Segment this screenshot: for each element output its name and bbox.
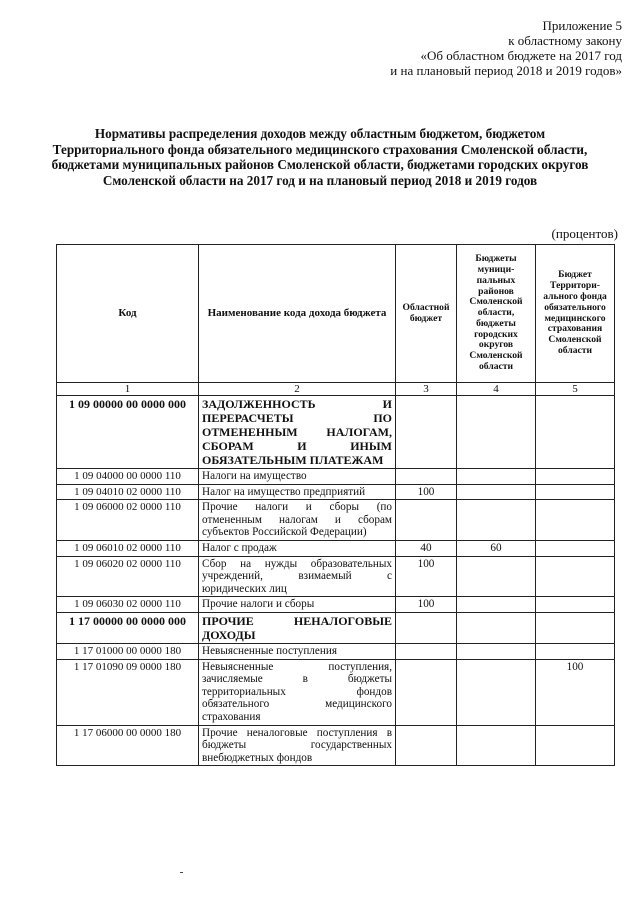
- row-code: 1 09 06000 02 0000 110: [57, 500, 199, 541]
- row-name: Налоги на имущество: [199, 469, 396, 485]
- row-regional: [396, 643, 457, 659]
- column-number: 1: [57, 383, 199, 396]
- row-code: 1 09 06010 02 0000 110: [57, 540, 199, 556]
- column-number: 2: [199, 383, 396, 396]
- row-code: 1 17 01000 00 0000 180: [57, 643, 199, 659]
- column-number: 3: [396, 383, 457, 396]
- row-name: Сбор на нужды образовательных учреждений, взимаемый с юридических лиц: [199, 556, 396, 597]
- appendix-line-4: и на плановый период 2018 и 2019 годов»: [390, 63, 622, 78]
- row-fund: [536, 484, 615, 500]
- table-row: [57, 469, 615, 485]
- row-name: Прочие налоги и сборы: [199, 597, 396, 613]
- column-number: 4: [457, 383, 536, 396]
- row-name: Невыясненные поступления: [199, 643, 396, 659]
- header-code: Код: [57, 245, 199, 383]
- row-code: 1 09 00000 00 0000 000: [57, 396, 199, 469]
- row-code: 1 09 04010 02 0000 110: [57, 484, 199, 500]
- table-row: [57, 556, 615, 597]
- row-municipal: [457, 659, 536, 725]
- row-fund: [536, 556, 615, 597]
- row-municipal: [457, 643, 536, 659]
- appendix-line-2: к областному закону: [508, 33, 622, 48]
- row-fund: [536, 643, 615, 659]
- header-regional: Областной бюджет: [396, 245, 457, 383]
- table-row: [57, 597, 615, 613]
- row-fund: [536, 725, 615, 766]
- row-code: 1 09 04000 00 0000 110: [57, 469, 199, 485]
- document-title: Нормативы распределения доходов между областным бюджетом, бюджетом Территориального фонда обязательного медицинского страхования Смоленской области, бюджетами муниципальных районов Смоленской области, бюджетами городских округов Смоленской области на 2017 год и на плановый период 2018 и 2019 годов: [51, 126, 589, 188]
- header-fund: Бюджет Территори-ального фонда обязательного медицинского страхования Смоленской области: [536, 245, 615, 383]
- row-fund: [536, 612, 615, 643]
- table-row: [57, 643, 615, 659]
- scan-speck: [180, 872, 183, 873]
- appendix-line-3: «Об областном бюджете на 2017 год: [420, 48, 622, 63]
- row-name: ЗАДОЛЖЕННОСТЬ И ПЕРЕРАСЧЕТЫ ПО ОТМЕНЕННЫМ НАЛОГАМ, СБОРАМ И ИНЫМ ОБЯЗАТЕЛЬНЫМ ПЛАТЕЖАМ: [199, 396, 396, 469]
- row-municipal: [457, 500, 536, 541]
- row-fund: [536, 540, 615, 556]
- header-name: Наименование кода дохода бюджета: [199, 245, 396, 383]
- row-name: Невыясненные поступления, зачисляемые в бюджеты территориальных фондов обязательного медицинского страхования: [199, 659, 396, 725]
- row-regional: [396, 612, 457, 643]
- row-fund: 100: [536, 659, 615, 725]
- table-row: [57, 659, 615, 725]
- row-fund: [536, 469, 615, 485]
- table-row: [57, 396, 615, 469]
- revenue-table: [56, 244, 615, 766]
- row-fund: [536, 396, 615, 469]
- row-code: 1 09 06030 02 0000 110: [57, 597, 199, 613]
- row-regional: [396, 396, 457, 469]
- row-municipal: [457, 612, 536, 643]
- row-regional: [396, 469, 457, 485]
- row-name: Прочие неналоговые поступления в бюджеты государственных внебюджетных фондов: [199, 725, 396, 766]
- appendix-line-1: Приложение 5: [542, 18, 622, 33]
- table-row: [57, 725, 615, 766]
- row-municipal: [457, 556, 536, 597]
- row-code: 1 17 01090 09 0000 180: [57, 659, 199, 725]
- row-fund: [536, 597, 615, 613]
- row-name: Налог с продаж: [199, 540, 396, 556]
- row-regional: [396, 659, 457, 725]
- row-fund: [536, 500, 615, 541]
- row-regional: 100: [396, 556, 457, 597]
- header-municipal: Бюджеты муници-пальных районов Смоленской области, бюджеты городских округов Смоленской области: [457, 245, 536, 383]
- row-regional: [396, 500, 457, 541]
- row-municipal: 60: [457, 540, 536, 556]
- row-municipal: [457, 484, 536, 500]
- row-municipal: [457, 396, 536, 469]
- row-name: ПРОЧИЕ НЕНАЛОГОВЫЕ ДОХОДЫ: [199, 612, 396, 643]
- table-row: [57, 612, 615, 643]
- row-municipal: [457, 597, 536, 613]
- row-name: Налог на имущество предприятий: [199, 484, 396, 500]
- table-row: [57, 540, 615, 556]
- row-municipal: [457, 725, 536, 766]
- table-header-row: [57, 245, 615, 383]
- appendix-header: [390, 18, 622, 78]
- column-number-row: [57, 383, 615, 396]
- row-regional: 40: [396, 540, 457, 556]
- table-row: [57, 500, 615, 541]
- column-number: 5: [536, 383, 615, 396]
- row-code: 1 09 06020 02 0000 110: [57, 556, 199, 597]
- row-code: 1 17 06000 00 0000 180: [57, 725, 199, 766]
- row-name: Прочие налоги и сборы (по отмененным налогам и сборам субъектов Российской Федерации): [199, 500, 396, 541]
- row-municipal: [457, 469, 536, 485]
- row-regional: 100: [396, 484, 457, 500]
- row-code: 1 17 00000 00 0000 000: [57, 612, 199, 643]
- row-regional: 100: [396, 597, 457, 613]
- unit-label: (процентов): [551, 226, 618, 241]
- row-regional: [396, 725, 457, 766]
- table-row: [57, 484, 615, 500]
